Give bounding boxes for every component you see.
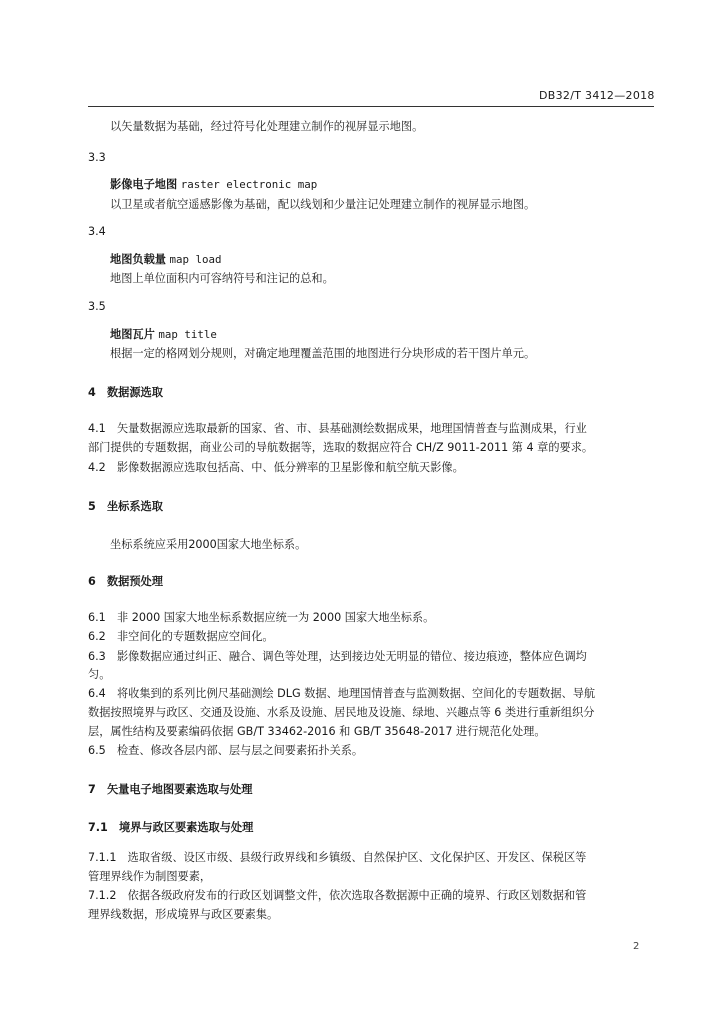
document-code-header: DB32/T 3412—2018: [539, 89, 655, 102]
paragraph-line: 部门提供的专题数据，商业公司的导航数据等，选取的数据应符合 CH/Z 9011-2011 第 4 章的要求。: [88, 441, 594, 454]
term-chinese: 地图瓦片: [110, 328, 155, 341]
paragraph-line: 6.3 影像数据应通过纠正、融合、调色等处理，达到接边处无明显的错位、接边痕迹，整体应色调均: [88, 650, 587, 663]
subsection-heading: 7.1 境界与政区要素选取与处理: [88, 821, 254, 834]
section-heading: 6 数据预处理: [88, 575, 163, 588]
term-heading: [110, 253, 222, 267]
term-heading: [110, 328, 217, 342]
paragraph-line: 6.5 检查、修改各层内部、层与层之间要素拓扑关系。: [88, 744, 364, 757]
clause-number: 3.3: [88, 151, 106, 164]
section-heading: 5 坐标系选取: [88, 500, 163, 513]
paragraph-line: 以矢量数据为基础，经过符号化处理建立制作的视屏显示地图。: [110, 120, 424, 133]
paragraph-line: 坐标系统应采用2000国家大地坐标系。: [110, 538, 307, 551]
header-rule: [88, 106, 654, 107]
paragraph-line: 理界线数据，形成境界与政区要素集。: [88, 908, 279, 921]
paragraph-line: 6.4 将收集到的系列比例尺基础测绘 DLG 数据、地理国情普查与监测数据、空间化的专题数据、导航: [88, 687, 596, 700]
term-heading: [110, 178, 317, 192]
page-number: 2: [633, 941, 640, 952]
term-definition: 根据一定的格网划分规则，对确定地理覆盖范围的地图进行分块形成的若干图片单元。: [110, 347, 536, 360]
paragraph-line: 匀。: [88, 668, 111, 681]
term-english: map load: [169, 253, 222, 266]
section-heading: 4 数据源选取: [88, 386, 163, 399]
paragraph-line: 层，属性结构及要素编码依据 GB/T 33462-2016 和 GB/T 35648-2017 进行规范化处理。: [88, 725, 546, 738]
section-heading: 7 矢量电子地图要素选取与处理: [88, 783, 253, 796]
paragraph-line: 7.1.2 依据各级政府发布的行政区划调整文件，依次选取各数据源中正确的境界、行政区划数据和管: [88, 889, 587, 902]
paragraph-line: 4.2 影像数据源应选取包括高、中、低分辨率的卫星影像和航空航天影像。: [88, 461, 464, 474]
paragraph-line: 6.1 非 2000 国家大地坐标系数据应统一为 2000 国家大地坐标系。: [88, 611, 435, 624]
clause-number: 3.5: [88, 300, 106, 313]
paragraph-line: 数据按照境界与政区、交通及设施、水系及设施、居民地及设施、绿地、兴趣点等 6 类进行重新组织分: [88, 706, 595, 719]
paragraph-line: 7.1.1 选取省级、设区市级、县级行政界线和乡镇级、自然保护区、文化保护区、开发区、保税区等: [88, 851, 587, 864]
paragraph-line: 管理界线作为制图要素，: [88, 870, 212, 883]
term-chinese: 影像电子地图: [110, 178, 178, 191]
paragraph-line: 4.1 矢量数据源应选取最新的国家、省、市、县基础测绘数据成果，地理国情普查与监测成果，行业: [88, 422, 587, 435]
term-chinese: 地图负载量: [110, 253, 166, 266]
paragraph-line: 6.2 非空间化的专题数据应空间化。: [88, 630, 274, 643]
clause-number: 3.4: [88, 225, 106, 238]
term-definition: 以卫星或者航空遥感影像为基础，配以线划和少量注记处理建立制作的视屏显示地图。: [110, 198, 536, 211]
term-english: raster electronic map: [180, 178, 318, 191]
term-definition: 地图上单位面积内可容纳符号和注记的总和。: [110, 272, 334, 285]
term-english: map title: [158, 328, 217, 341]
